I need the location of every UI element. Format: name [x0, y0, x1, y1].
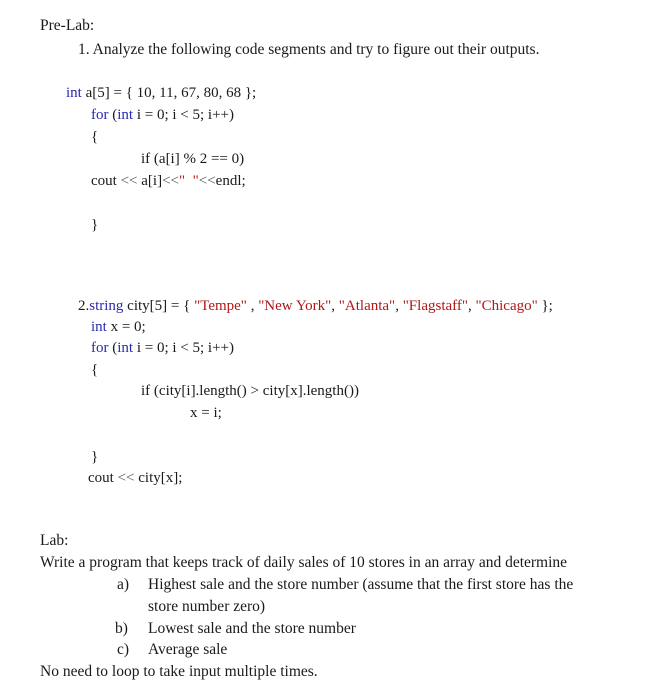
lab-footer: No need to loop to take input multiple times.: [40, 663, 318, 680]
code1-line-2: [91, 106, 234, 124]
lab-intro: Write a program that keeps track of daily sales of 10 stores in an array and determine: [40, 554, 568, 571]
keyword: for: [91, 340, 109, 356]
code-text: x = 0;: [106, 319, 146, 335]
string-literal: " ": [179, 173, 199, 189]
code2-line-7: }: [91, 449, 99, 465]
string-literal: "New York": [258, 298, 332, 314]
code2-line-5: if (city[i].length() > city[x].length()): [141, 383, 359, 399]
string-literal: "Flagstaff": [402, 298, 468, 314]
code2-line-8: [88, 469, 182, 487]
code1-line-4: if (a[i] % 2 == 0): [141, 151, 245, 167]
code2-line-3: [91, 339, 234, 357]
lab-item-c-marker: c): [117, 641, 130, 658]
operator: <<: [117, 470, 135, 486]
code-text: cout: [91, 173, 121, 189]
code-text: (: [108, 107, 118, 123]
code-text: ,: [246, 298, 259, 314]
code-text: city[5] = {: [123, 298, 195, 314]
code1-line-1: [66, 84, 256, 102]
keyword: int: [117, 340, 134, 356]
code-text: ,: [331, 298, 339, 314]
keyword: int: [66, 85, 82, 101]
string-literal: "Tempe": [194, 298, 247, 314]
code1-line-5: [91, 172, 246, 190]
code2-line-4: {: [91, 362, 99, 378]
prelab-heading: Pre-Lab:: [40, 17, 95, 34]
code-text: endl;: [215, 173, 246, 189]
lab-item-a-continuation: store number zero): [148, 598, 266, 615]
operator: <<: [198, 173, 216, 189]
code-text: city[x];: [134, 470, 183, 486]
item-number: 2.: [78, 298, 90, 314]
string-literal: "Atlanta": [338, 298, 396, 314]
code1-line-6: }: [91, 217, 99, 233]
code-text: ,: [467, 298, 476, 314]
code-text: i = 0; i < 5; i++): [133, 107, 235, 123]
code-text: i = 0; i < 5; i++): [133, 340, 235, 356]
code-text: (: [108, 340, 118, 356]
string-literal: "Chicago": [475, 298, 538, 314]
lab-item-c-text: Average sale: [148, 641, 228, 658]
lab-heading: Lab:: [40, 532, 69, 549]
keyword: string: [89, 298, 124, 314]
prelab-item-1: 1. Analyze the following code segments and try to figure out their outputs.: [78, 41, 540, 58]
lab-item-b-text: Lowest sale and the store number: [148, 620, 356, 637]
code-text: };: [537, 298, 553, 314]
keyword: for: [91, 107, 109, 123]
keyword: int: [91, 319, 107, 335]
code-text: a[i]: [137, 173, 163, 189]
operator: <<: [120, 173, 138, 189]
operator: <<: [162, 173, 179, 189]
code-text: a[5] = { 10, 11, 67, 80, 68 };: [81, 85, 257, 101]
code-text: cout: [88, 470, 118, 486]
code-text: ,: [395, 298, 403, 314]
code1-line-3: {: [91, 129, 99, 145]
lab-item-a-marker: a): [117, 576, 130, 593]
code2-line-2: [91, 318, 146, 336]
code2-line-1: [78, 297, 553, 315]
keyword: int: [117, 107, 134, 123]
code2-line-6: x = i;: [190, 405, 222, 421]
lab-item-b-marker: b): [115, 620, 128, 637]
lab-item-a-text: Highest sale and the store number (assume that the first store has the: [148, 576, 574, 593]
